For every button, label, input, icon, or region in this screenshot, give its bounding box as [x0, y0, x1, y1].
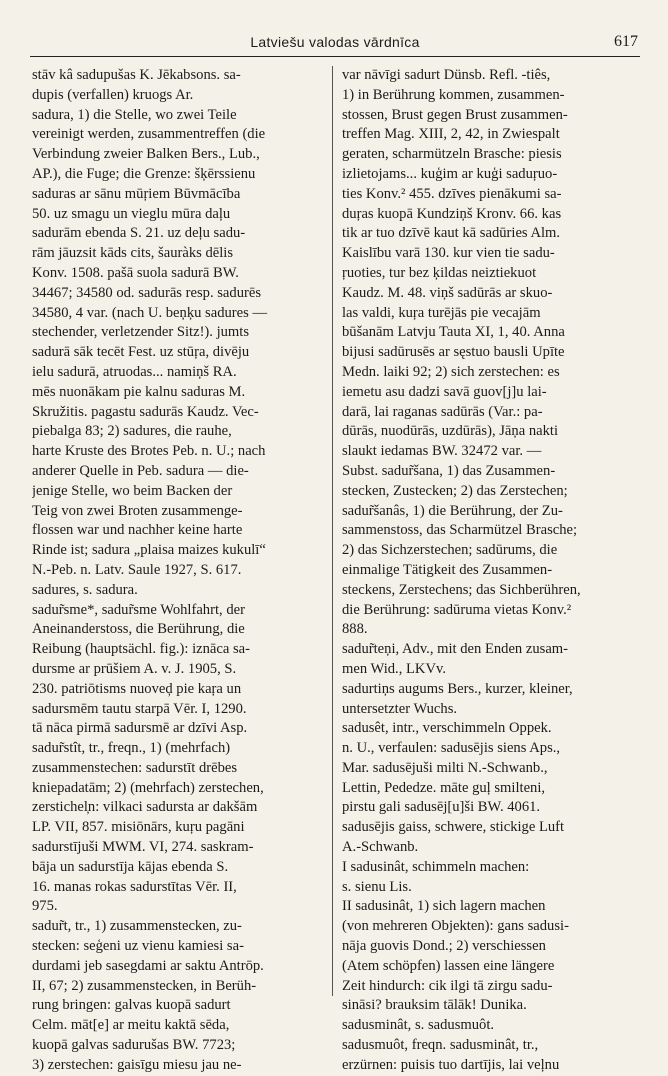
- text-line: darā, lai raganas sadūrās (Var.: pa-: [342, 403, 543, 420]
- text-line: piebalga 83; 2) sadures, die rauhe,: [32, 423, 232, 440]
- text-line: stecken, Zustecken; 2) das Zerstechen;: [342, 482, 568, 499]
- text-line: Mar. sadusējuši milti N.-Schwanb.,: [342, 759, 548, 776]
- text-line: sadurām ebenda S. 21. uz deļu sadu-: [32, 225, 246, 242]
- text-line: tā nāca pirmā sadursmē ar dzīvi Asp.: [32, 720, 248, 737]
- text-line: slaukt iedamas BW. 32472 var. —: [342, 443, 542, 460]
- text-line: 888.: [342, 621, 368, 638]
- text-line: 16. manas rokas sadurstītas Vēr. II,: [32, 878, 237, 895]
- text-line: geraten, scharmützeln Brasche: piesis: [342, 146, 562, 163]
- text-line: Zeit hindurch: cik ilgi tā zirgu sadu-: [342, 977, 553, 994]
- text-line: II, 67; 2) zusammenstecken, in Berüh-: [32, 977, 257, 994]
- text-line: Rinde ist; sadura „plaisa maizes kukulī“: [32, 542, 266, 559]
- text-line: anderer Quelle in Peb. sadura — die-: [32, 462, 249, 479]
- text-line: saduras ar sānu mūŗiem Būvmācība: [32, 185, 241, 202]
- text-line: sammenstoss, das Scharmützel Brasche;: [342, 522, 578, 539]
- text-line: Aneinanderstoss, die Berührung, die: [32, 621, 245, 638]
- text-line: II sadusinât, 1) sich lagern machen: [342, 898, 546, 915]
- text-line: Teig von zwei Broten zusammenge-: [32, 502, 243, 519]
- text-line: var nāvīgi sadurt Dünsb. Refl. -tiês,: [342, 67, 551, 83]
- text-line: vereinigt werden, zusammentreffen (die: [32, 126, 266, 143]
- text-line: izlietojams... kuģim ar kuģi saduŗuo-: [342, 165, 558, 182]
- text-line: n. U., verfaulen: sadusējis siens Aps.,: [342, 740, 561, 757]
- text-line: stecken: seģeni uz vienu kamiesi sa-: [32, 938, 244, 955]
- text-line: kuopā galvas sadurušas BW. 7723;: [32, 1037, 236, 1054]
- running-title: Latviešu valodas vārdnīca: [250, 34, 420, 50]
- text-line: Kaudz. M. 48. viņš sadūrās ar skuo-: [342, 284, 553, 301]
- text-line: sadusêt, intr., verschimmeln Oppek.: [342, 720, 552, 737]
- text-line: 2) das Sichzerstechen; sadūrums, die: [342, 542, 558, 559]
- text-line: (von mehreren Objekten): gans sadusi-: [342, 918, 569, 935]
- text-line: bijusi sadūrusēs ar sęstuo bausli Upīte: [342, 344, 565, 361]
- text-line: steckens, Zerstechens; das Sichberühren,: [342, 581, 581, 598]
- text-line: dursme ar prūšiem A. v. J. 1905, S.: [32, 660, 237, 677]
- text-line: Medn. laiki 92; 2) sich zerstechen: es: [342, 363, 560, 380]
- text-line: Verbindung zweier Balken Bers., Lub.,: [32, 146, 260, 163]
- text-line: sināsi? brauksim tālāk! Dunika.: [342, 997, 527, 1014]
- text-line: sadur̃t, tr., 1) zusammenstecken, zu-: [32, 918, 242, 935]
- text-line: sadur̃teņi, Adv., mit den Enden zusam-: [342, 641, 569, 658]
- text-line: las valdi, kuŗa turējās pie vecajām: [342, 304, 541, 321]
- text-line: sadur̃stît, tr., freqn., 1) (mehrfach): [32, 740, 231, 757]
- text-line: jenige Stelle, wo beim Backen der: [32, 482, 233, 499]
- text-line: sadura, 1) die Stelle, wo zwei Teile: [32, 106, 237, 123]
- text-line: pirstu gali sadusēj[u]ši BW. 4061.: [342, 799, 541, 816]
- text-line: zusammenstechen: sadurstīt drēbes: [32, 759, 238, 776]
- page-header: [30, 32, 640, 57]
- text-line: zerstichel̦n: vilkaci sadursta ar dakšām: [32, 799, 258, 816]
- text-line: 975.: [32, 898, 58, 915]
- text-line: nāja guovis Dond.; 2) verschiessen: [342, 938, 546, 955]
- text-line: rām jāuzsit kāds cits, šauràks dēlis: [32, 245, 234, 262]
- text-line: N.-Peb. n. Latv. Saule 1927, S. 617.: [32, 561, 242, 578]
- text-line: 50. uz smagu un vieglu mūra daļu: [32, 205, 231, 222]
- text-line: kniepadatām; 2) (mehrfach) zerstechen,: [32, 779, 264, 796]
- text-line: LP. VII, 857. misiōnārs, kuŗu pagāni: [32, 819, 245, 836]
- text-line: ŗuoties, tur bez ķildas neiztiekuot: [342, 264, 537, 281]
- column-divider: [332, 66, 333, 996]
- text-line: A.-Schwanb.: [342, 839, 419, 856]
- left-column: [32, 66, 332, 1076]
- text-line: iemetu asu dadzi savā guov[j]u lai-: [342, 383, 547, 400]
- text-line: 3) zerstechen: gaisīgu miesu jau ne-: [32, 1056, 242, 1073]
- text-line: sadusminât, s. sadusmuôt.: [342, 1017, 495, 1034]
- text-line: dupis (verfallen) kruogs Ar.: [32, 86, 194, 103]
- text-line: sadusmuôt, freqn. sadusminât, tr.,: [342, 1037, 539, 1054]
- text-line: untersetzter Wuchs.: [342, 700, 458, 717]
- text-line: Reibung (hauptsächl. fig.): iznāca sa-: [32, 641, 251, 658]
- text-line: mēs nuonākam pie kalnu saduras M.: [32, 383, 246, 400]
- text-line: Skružitis. pagastu sadurās Kaudz. Vec-: [32, 403, 259, 420]
- text-line: einmalige Tätigkeit des Zusammen-: [342, 561, 553, 578]
- text-line: Kaislību varā 130. kur vien tie sadu-: [342, 245, 555, 262]
- text-line: sadur̃sme*, sadur̃sme Wohlfahrt, der: [32, 601, 245, 618]
- text-line: 34580, 4 var. (nach U. beņķu sadures —: [32, 304, 268, 321]
- text-line: erzürnen: puisis tuo dartījis, lai veļnu: [342, 1056, 560, 1073]
- text-line: AP.), die Fuge; die Grenze: šķērssienu: [32, 165, 256, 182]
- right-column: [342, 66, 638, 1076]
- text-line: tik ar tuo dzīvē kaut kā sadūries Alm.: [342, 225, 561, 242]
- text-line: duŗas kuopā Kundziņš Kronv. 66. kas: [342, 205, 562, 222]
- text-line: sadur̃šanâs, 1) die Berührung, der Zu-: [342, 502, 563, 519]
- text-line: stechender, verletzender Sitz!). jumts: [32, 324, 250, 341]
- text-line: stossen, Brust gegen Brust zusammen-: [342, 106, 568, 123]
- text-line: dūrās, nuodūrās, uzdūrās), Jāņa nakti: [342, 423, 559, 440]
- text-line: I sadusinât, schimmeln machen:: [342, 858, 530, 875]
- text-line: s. sienu Lis.: [342, 878, 412, 895]
- text-line: Celm. māt[e] ar meitu kaktā sēda,: [32, 1017, 230, 1034]
- text-line: sadures, s. sadura.: [32, 581, 138, 598]
- text-line: 1) in Berührung kommen, zusammen-: [342, 86, 565, 103]
- text-line: stāv kâ sadupušas K. Jēkabsons. sa-: [32, 67, 241, 83]
- text-line: sadurā sāk tecēt Fest. uz stūŗa, divēju: [32, 344, 250, 361]
- text-line: Subst. sadur̃šana, 1) das Zusammen-: [342, 462, 556, 479]
- text-line: ties Konv.² 455. dzīves pienākumi sa-: [342, 185, 562, 202]
- text-line: sadurstījuši MWM. VI, 274. saskram-: [32, 839, 254, 856]
- text-line: sadurtiņs augums Bers., kurzer, kleiner,: [342, 680, 573, 697]
- text-line: flossen war und nachher keine harte: [32, 522, 243, 539]
- text-line: die Berührung: sadūruma vietas Konv.²: [342, 601, 572, 618]
- text-line: rung bringen: galvas kuopā sadurt: [32, 997, 231, 1014]
- text-line: men Wid., LKVv.: [342, 660, 446, 677]
- text-line: bāja un sadurstīja kājas ebenda S.: [32, 858, 229, 875]
- text-line: harte Kruste des Brotes Peb. n. U.; nach: [32, 443, 266, 460]
- text-line: būšanām Latvju Tauta XI, 1, 40. Anna: [342, 324, 565, 341]
- text-line: Lettin, Pededze. māte guļ smilteni,: [342, 779, 546, 796]
- text-line: (Atem schöpfen) lassen eine längere: [342, 957, 555, 974]
- text-line: 34467; 34580 od. sadurās resp. sadurēs: [32, 284, 262, 301]
- page-number: 617: [614, 33, 638, 50]
- text-line: sadursmēm tautu starpā Vēr. I, 1290.: [32, 700, 247, 717]
- text-line: sadusējis gaiss, schwere, stickige Luft: [342, 819, 565, 836]
- text-line: treffen Mag. XIII, 2, 42, in Zwiespalt: [342, 126, 560, 143]
- text-line: 230. patriōtisms nuoveḑ pie kaŗa un: [32, 680, 242, 697]
- text-line: ielu sadurā, atruodas... namiņš RA.: [32, 363, 237, 380]
- text-line: Konv. 1508. pašā suola sadurā BW.: [32, 264, 239, 281]
- text-line: durdami jeb sasegdami ar saktu Antrōp.: [32, 957, 264, 974]
